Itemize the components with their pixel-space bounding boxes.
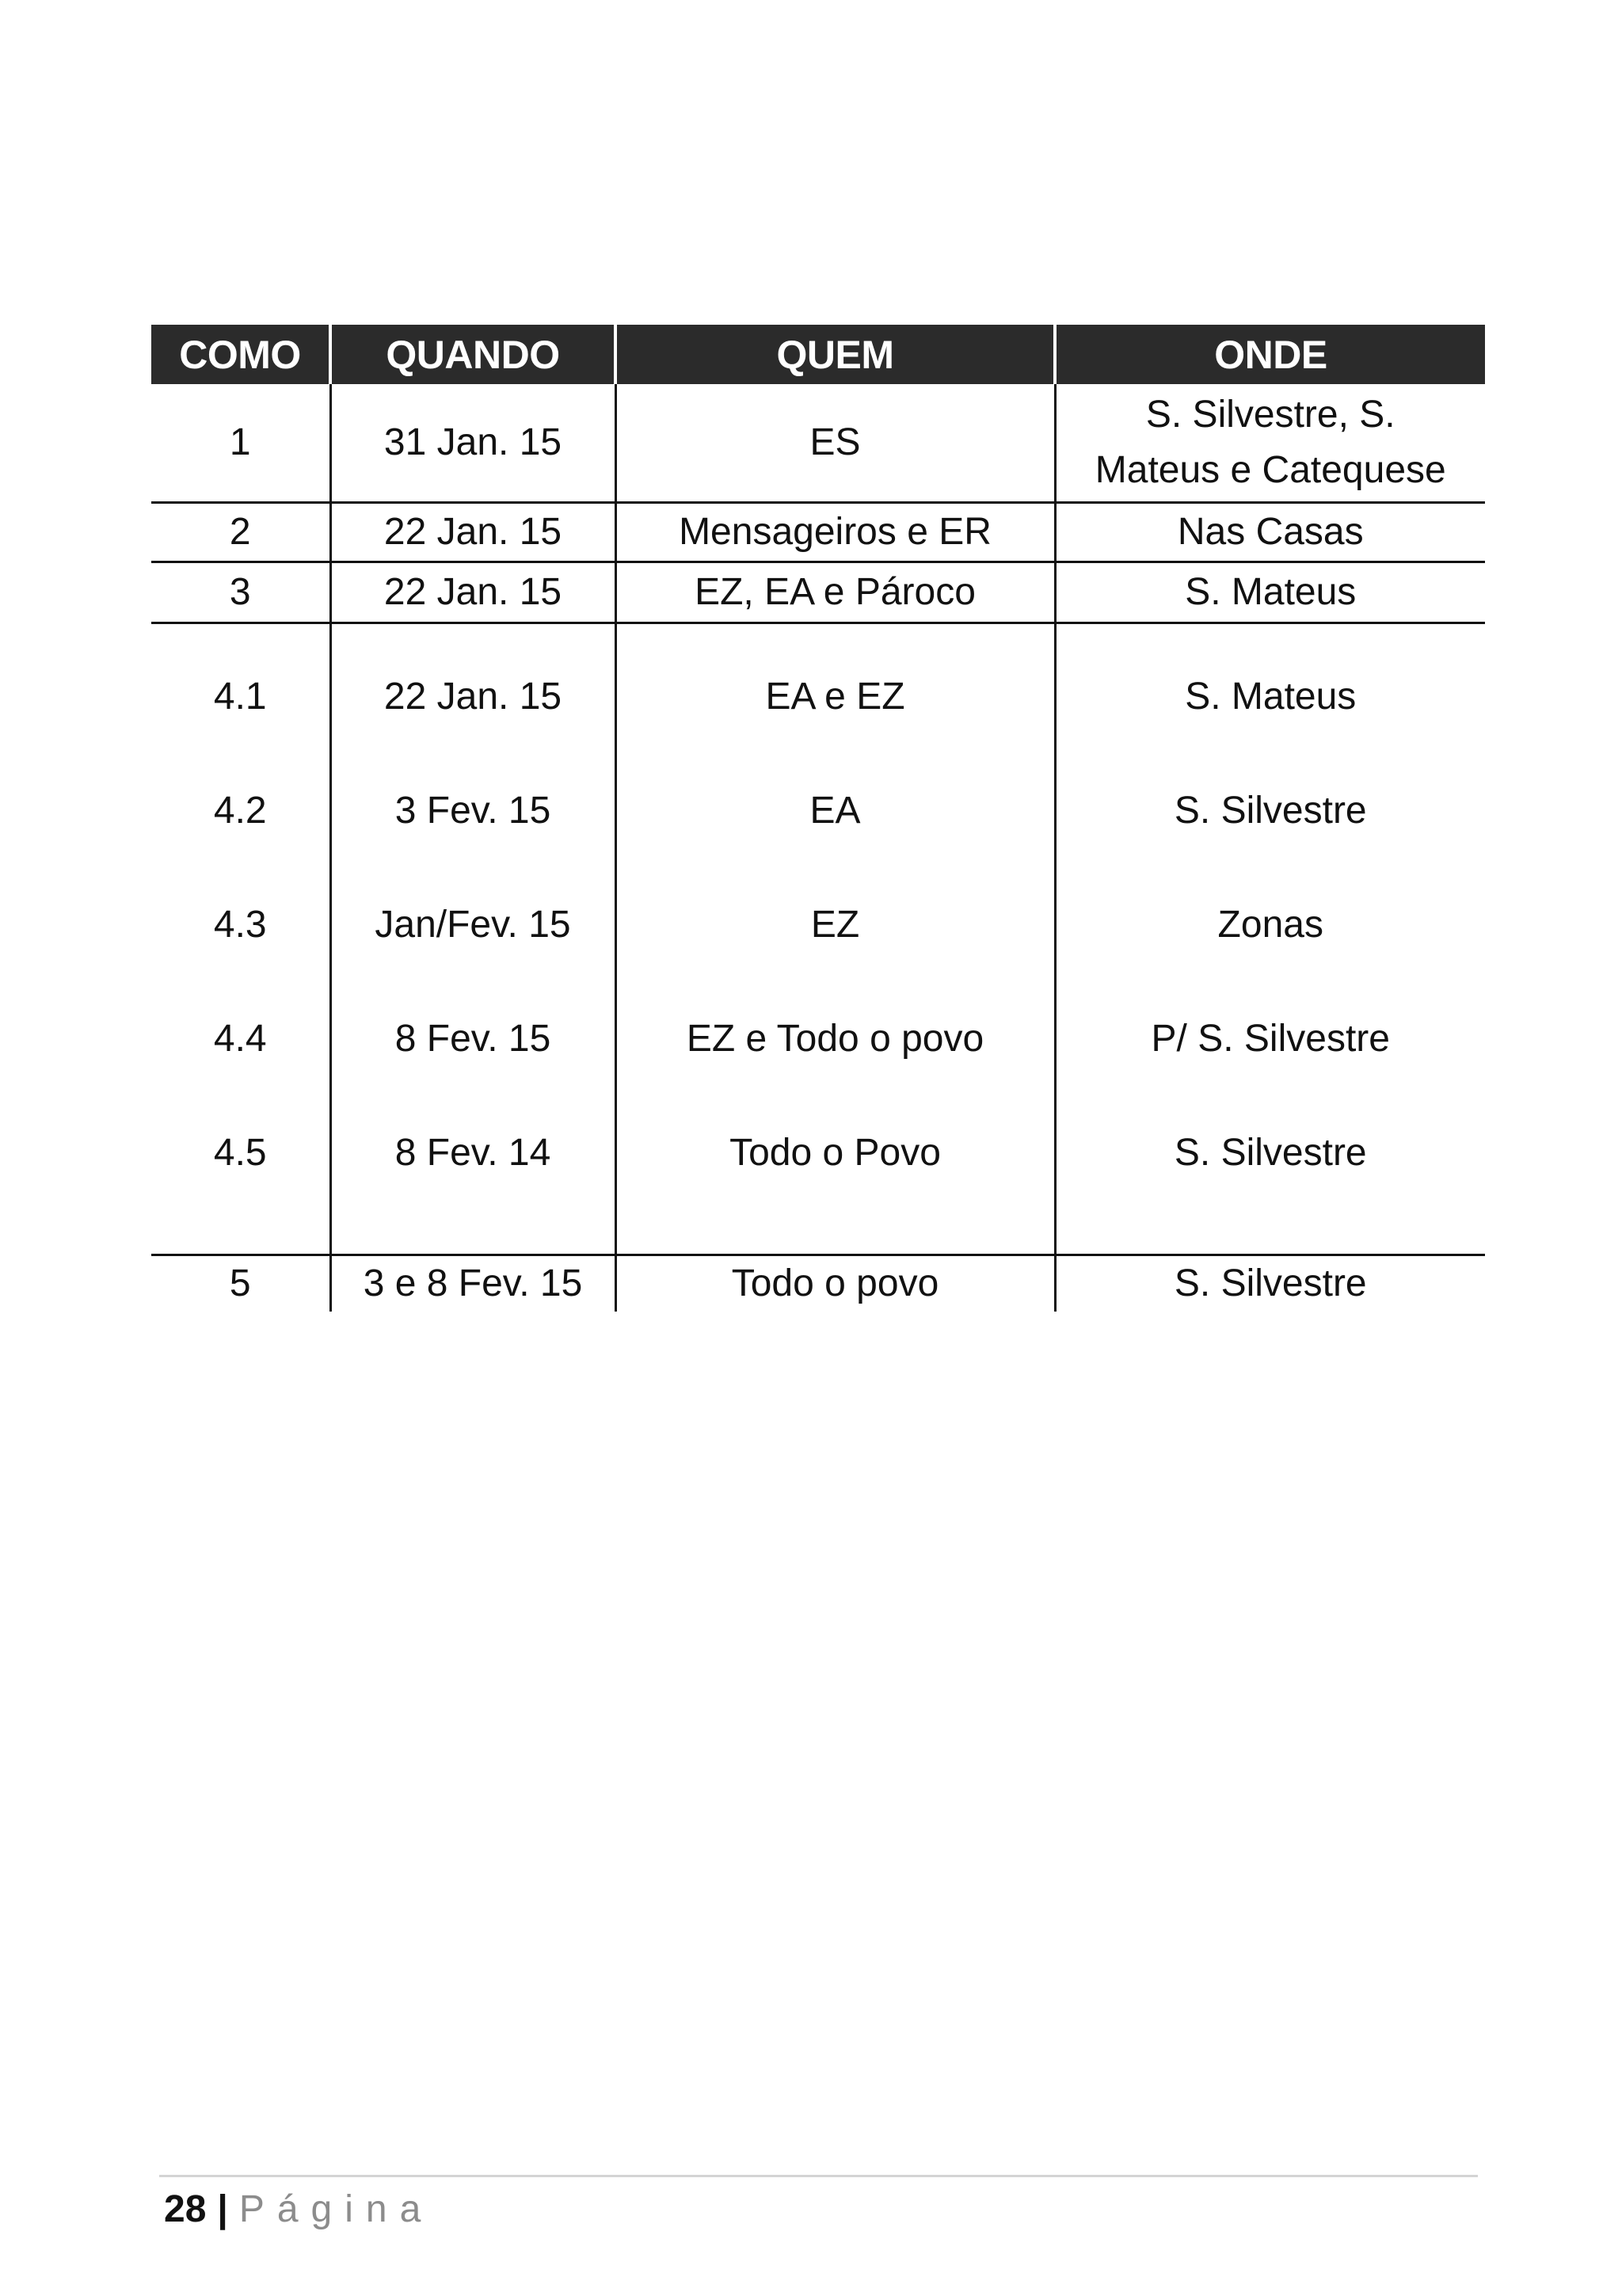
cell-como: 2 <box>151 503 330 562</box>
list-item: S. Mateus <box>1185 676 1357 718</box>
cell-onde <box>1055 384 1485 503</box>
list-item: EZ e Todo o povo <box>686 1018 984 1060</box>
cell-onde: S. Mateus <box>1055 562 1485 623</box>
table-row <box>151 1255 1485 1312</box>
list-item: 4.1 <box>213 676 267 718</box>
list-item: EA <box>809 790 861 832</box>
cell-como: 1 <box>229 421 251 463</box>
cell-como: 3 <box>151 562 330 623</box>
cell-onde-line: S. Silvestre, S. <box>1145 394 1395 436</box>
table-row <box>151 562 1485 623</box>
page-label: Página <box>238 2188 434 2230</box>
cell-onde-line: Mateus e Catequese <box>1095 449 1446 491</box>
list-item: Zonas <box>1217 904 1323 946</box>
header-quem: QUEM <box>615 325 1055 384</box>
table-row <box>151 503 1485 562</box>
cell-quando: 22 Jan. 15 <box>330 503 615 562</box>
header-como: COMO <box>151 325 330 384</box>
list-item: 4.4 <box>213 1018 267 1060</box>
cell-quando: 3 e 8 Fev. 15 <box>330 1255 615 1312</box>
cell-quem: EZ, EA e Pároco <box>615 562 1055 623</box>
cell-quem: Todo o povo <box>615 1255 1055 1312</box>
table-header-row <box>151 325 1485 384</box>
list-item: S. Silvestre <box>1174 1132 1367 1174</box>
list-item: 4.3 <box>213 904 267 946</box>
list-item: EA e EZ <box>765 676 905 718</box>
cell-quem: ES <box>615 384 1055 503</box>
list-item: EZ <box>810 904 860 946</box>
table-row <box>151 384 1485 503</box>
page-number: 28 <box>164 2188 207 2230</box>
list-item: 8 Fev. 15 <box>394 1018 551 1060</box>
page-footer <box>164 2186 433 2233</box>
list-item: P/ S. Silvestre <box>1151 1018 1390 1060</box>
table-row-group-4 <box>151 623 1485 1255</box>
list-item: 8 Fev. 14 <box>394 1132 551 1174</box>
cell-onde <box>1055 623 1485 1255</box>
cell-onde: Nas Casas <box>1055 503 1485 562</box>
cell-onde: S. Silvestre <box>1055 1255 1485 1312</box>
header-onde: ONDE <box>1055 325 1485 384</box>
cell-quem: Mensageiros e ER <box>615 503 1055 562</box>
cell-quando <box>330 623 615 1255</box>
list-item: S. Silvestre <box>1174 790 1367 832</box>
list-item: Todo o Povo <box>729 1132 941 1174</box>
list-item: 4.2 <box>213 790 267 832</box>
header-quando: QUANDO <box>330 325 615 384</box>
footer-divider <box>159 2175 1478 2177</box>
list-item: Jan/Fev. 15 <box>375 904 571 946</box>
cell-como <box>151 623 330 1255</box>
cell-quem <box>615 623 1055 1255</box>
list-item: 4.5 <box>213 1132 267 1174</box>
list-item: 22 Jan. 15 <box>383 676 562 718</box>
list-item: 3 Fev. 15 <box>394 790 551 832</box>
cell-como: 5 <box>151 1255 330 1312</box>
schedule-table <box>151 325 1485 1312</box>
footer-separator: | <box>217 2188 228 2230</box>
cell-quando: 31 Jan. 15 <box>330 384 615 503</box>
cell-quando: 22 Jan. 15 <box>330 562 615 623</box>
